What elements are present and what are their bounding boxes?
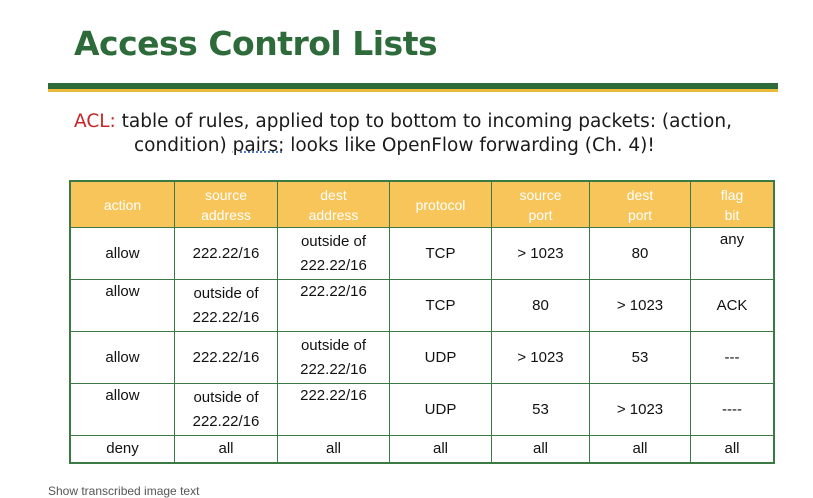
- cell-flag-bit: ----: [691, 384, 775, 436]
- header-source-address: source address: [175, 181, 278, 228]
- acl-label: ACL:: [74, 111, 116, 132]
- page-title: Access Control Lists: [74, 24, 438, 63]
- description-line1: table of rules, applied top to bottom to incoming packets: (action,: [115, 111, 732, 132]
- cell-source-address: outside of 222.22/16: [175, 384, 278, 436]
- cell-source-port: all: [492, 436, 590, 463]
- cell-dest-address: outside of 222.22/16: [278, 332, 390, 384]
- pairs-word: pairs:: [232, 135, 285, 156]
- table-row: [70, 280, 774, 332]
- cell-source-address: outside of 222.22/16: [175, 280, 278, 332]
- cell-protocol: UDP: [390, 384, 492, 436]
- cell-source-port: > 1023: [492, 228, 590, 280]
- header-dest-address: dest address: [278, 181, 390, 228]
- cell-action: deny: [70, 436, 175, 463]
- cell-protocol: TCP: [390, 228, 492, 280]
- header-action: action: [70, 181, 175, 228]
- cell-protocol: UDP: [390, 332, 492, 384]
- table-row: [70, 436, 774, 463]
- cell-dest-port: 80: [590, 228, 691, 280]
- cell-dest-address: all: [278, 436, 390, 463]
- cell-dest-port: > 1023: [590, 280, 691, 332]
- header-source-port: source port: [492, 181, 590, 228]
- cell-action: allow: [70, 228, 175, 280]
- table-row: [70, 228, 774, 280]
- cell-flag-bit: any: [691, 228, 775, 280]
- cell-flag-bit: ACK: [691, 280, 775, 332]
- header-dest-port: dest port: [590, 181, 691, 228]
- description-line2-post: looks like OpenFlow forwarding (Ch. 4)!: [284, 135, 655, 156]
- cell-source-port: > 1023: [492, 332, 590, 384]
- cell-source-port: 53: [492, 384, 590, 436]
- title-divider-gold: [48, 89, 778, 92]
- cell-dest-address: outside of 222.22/16: [278, 228, 390, 280]
- cell-protocol: all: [390, 436, 492, 463]
- cell-dest-port: > 1023: [590, 384, 691, 436]
- header-flag-bit: flag bit: [691, 181, 775, 228]
- cell-source-address: 222.22/16: [175, 228, 278, 280]
- acl-table: [69, 180, 775, 464]
- cell-source-port: 80: [492, 280, 590, 332]
- cell-action: allow: [70, 332, 175, 384]
- table-row: [70, 384, 774, 436]
- cell-source-address: 222.22/16: [175, 332, 278, 384]
- cell-flag-bit: ---: [691, 332, 775, 384]
- header-protocol: protocol: [390, 181, 492, 228]
- acl-description: [74, 110, 784, 158]
- cell-dest-port: 53: [590, 332, 691, 384]
- cell-protocol: TCP: [390, 280, 492, 332]
- table-row: [70, 332, 774, 384]
- cell-dest-address: 222.22/16: [278, 280, 390, 332]
- cell-action: allow: [70, 384, 175, 436]
- cell-dest-address: 222.22/16: [278, 384, 390, 436]
- cell-action: allow: [70, 280, 175, 332]
- show-transcribed-text-link[interactable]: Show transcribed image text: [48, 484, 200, 498]
- cell-source-address: all: [175, 436, 278, 463]
- table-header-row: [70, 181, 774, 228]
- cell-dest-port: all: [590, 436, 691, 463]
- description-line2-pre: condition): [134, 135, 233, 156]
- cell-flag-bit: all: [691, 436, 775, 463]
